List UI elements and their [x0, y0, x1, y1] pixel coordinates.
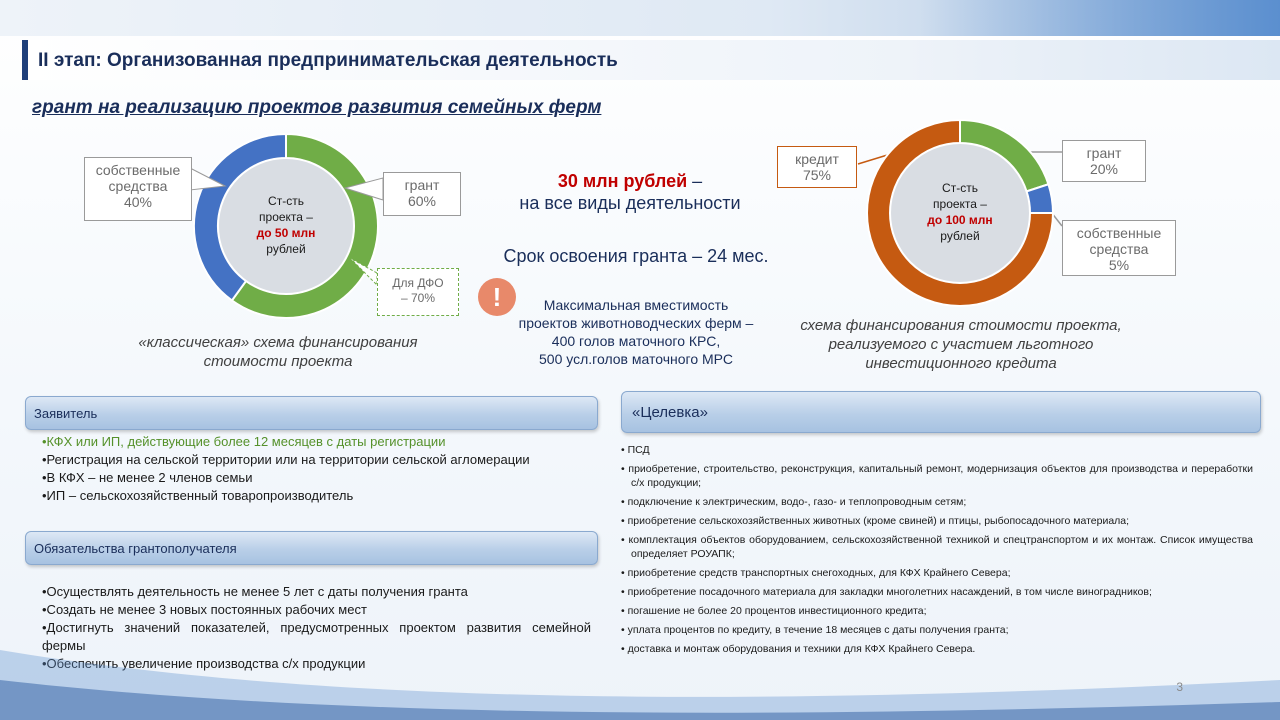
- left-center-line1: Ст-сть: [268, 194, 304, 208]
- obligation-item: •Осуществлять деятельность не менее 5 лет с даты получения гранта: [42, 584, 468, 599]
- applicant-item: •КФХ или ИП, действующие более 12 месяцев с даты регистрации: [42, 434, 446, 449]
- page-subtitle: грант на реализацию проектов развития семейных ферм: [32, 97, 602, 118]
- purpose-item: • ПСД: [621, 444, 650, 456]
- left-chart-caption: [118, 333, 438, 371]
- purpose-item: • приобретение сельскохозяйственных животных (кроме свиней) и птицы, рыбопосадочного материала;: [621, 515, 1130, 527]
- left-callout-dfo-l2: – 70%: [400, 291, 436, 305]
- left-dfo-pointer: [350, 258, 377, 285]
- left-callout-grant: [383, 172, 461, 216]
- right-center-highlight: до 100 млн: [927, 213, 993, 227]
- left-caption-l2: стоимости проекта: [203, 353, 353, 370]
- right-callout-own-l1: собственные: [1076, 225, 1162, 241]
- grant-amount: [470, 170, 790, 214]
- right-center-line1: Ст-сть: [942, 181, 978, 195]
- left-grant-pointer: [345, 178, 383, 200]
- left-callout-dfo: [377, 268, 459, 316]
- max-capacity-l4: 500 усл.голов маточного МРС: [539, 351, 733, 367]
- left-caption-l1: «классическая» схема финансирования: [138, 334, 418, 351]
- applicant-list: [42, 433, 602, 505]
- right-caption-l3: инвестиционного кредита: [865, 355, 1057, 372]
- max-capacity-l1: Максимальная вместимость: [543, 297, 729, 313]
- right-callout-own-l3: 5%: [1108, 257, 1130, 273]
- page-number: 3: [1176, 680, 1183, 694]
- page-title: II этап: Организованная предпринимательская деятельность: [38, 50, 618, 71]
- right-chart-caption: [776, 316, 1146, 373]
- max-capacity-l2: проектов животноводческих ферм –: [518, 315, 754, 331]
- purpose-header[interactable]: «Целевка»: [621, 391, 1261, 433]
- max-capacity: [486, 296, 786, 368]
- purpose-item: • доставка и монтаж оборудования и техники для КФХ Крайнего Севера.: [621, 643, 976, 655]
- right-center-label: [910, 180, 1010, 244]
- max-capacity-l3: 400 голов маточного КРС,: [551, 333, 721, 349]
- purpose-item: • уплата процентов по кредиту, в течение 18 месяцев с даты получения гранта;: [621, 624, 1009, 636]
- obligations-header[interactable]: Обязательства грантополучателя: [25, 531, 598, 565]
- obligation-item: •Обеспечить увеличение производства с/х продукции: [42, 656, 366, 671]
- right-caption-l1: схема финансирования стоимости проекта,: [800, 317, 1122, 334]
- obligation-item: •Создать не менее 3 новых постоянных рабочих мест: [42, 602, 367, 617]
- left-callout-grant-l1: грант: [404, 177, 440, 193]
- right-callout-grant: [1062, 140, 1146, 182]
- right-center-line3: рублей: [940, 229, 980, 243]
- purpose-item: • приобретение средств транспортных снегоходных, для КФХ Крайнего Севера;: [621, 567, 1011, 579]
- left-callout-dfo-l1: Для ДФО: [392, 276, 444, 290]
- grant-amount-value: 30 млн рублей: [557, 171, 688, 191]
- purpose-item: • погашение не более 20 процентов инвестиционного кредита;: [621, 605, 927, 617]
- left-callout-own-l1: собственные: [95, 162, 181, 178]
- purpose-list: [621, 443, 1253, 661]
- right-caption-l2: реализуемого с участием льготного: [828, 336, 1094, 353]
- grant-amount-l2: на все виды деятельности: [519, 193, 741, 213]
- left-callout-grant-l2: 60%: [407, 193, 437, 209]
- grant-term: Срок освоения гранта – 24 мес.: [503, 246, 769, 266]
- purpose-item: • комплектация объектов оборудованием, сельскохозяйственной техникой и спецтранспортом и их монтаж. Список имущества определяет РОУАПК;: [621, 534, 1253, 560]
- left-callout-own-l2: средства: [108, 178, 168, 194]
- left-callout-own: [84, 157, 192, 221]
- right-callout-credit-l2: 75%: [802, 167, 832, 183]
- purpose-item: • приобретение посадочного материала для закладки многолетних насаждений, в том числе виноградников;: [621, 586, 1152, 598]
- grant-amount-dash: –: [687, 171, 703, 191]
- applicant-item: •ИП – сельскохозяйственный товаропроизводитель: [42, 488, 354, 503]
- obligation-item: •Достигнуть значений показателей, предусмотренных проектом развития семейной фермы: [42, 620, 591, 653]
- applicant-item: •В КФХ – не менее 2 членов семьи: [42, 470, 253, 485]
- left-own-pointer: [190, 168, 225, 190]
- right-callout-credit: [777, 146, 857, 188]
- applicant-item: •Регистрация на сельской территории или на территории сельской агломерации: [42, 452, 530, 467]
- purpose-item: • приобретение, строительство, реконструкция, капитальный ремонт, модернизация объектов для производства и переработки с/х продукции;: [621, 463, 1253, 489]
- right-callout-own: [1062, 220, 1176, 276]
- right-callout-own-l2: средства: [1089, 241, 1149, 257]
- obligations-list: [42, 583, 591, 673]
- right-callout-grant-l2: 20%: [1089, 161, 1119, 177]
- purpose-item: • подключение к электрическим, водо-, газо- и теплопроводным сетям;: [621, 496, 967, 508]
- left-center-line3: рублей: [266, 242, 306, 256]
- left-callout-own-l3: 40%: [123, 194, 153, 210]
- right-callout-grant-l1: грант: [1086, 145, 1122, 161]
- left-center-highlight: до 50 млн: [256, 226, 316, 240]
- applicant-header[interactable]: Заявитель: [25, 396, 598, 430]
- warning-icon: !: [478, 278, 516, 316]
- right-center-line2: проекта –: [933, 197, 987, 211]
- right-callout-credit-l1: кредит: [795, 151, 839, 167]
- left-center-line2: проекта –: [259, 210, 313, 224]
